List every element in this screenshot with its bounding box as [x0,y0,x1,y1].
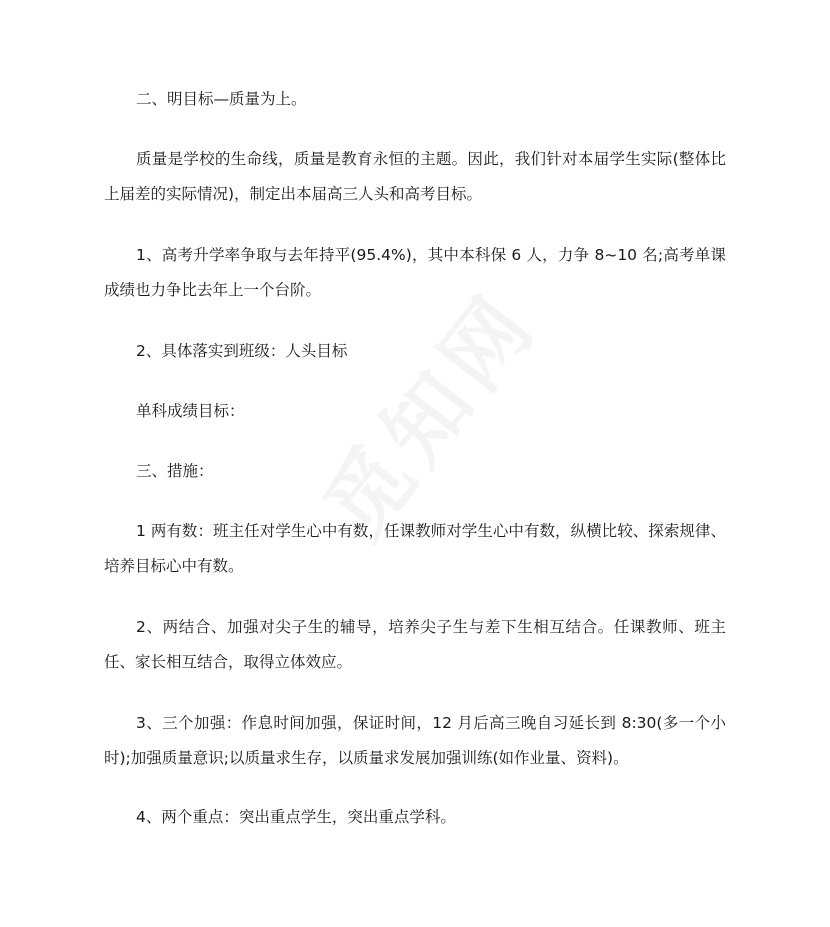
paragraph-measure-2: 2、两结合、加强对尖子生的辅导，培养尖子生与差下生相互结合。任课教师、班主任、家长相互结合，取得立体效应。 [104,618,726,671]
paragraph-goal-2: 2、具体落实到班级：人头目标 [136,342,348,360]
paragraph-goal-1: 1、高考升学率争取与去年持平(95.4%)，其中本科保 6 人，力争 8~10 名;高考单课成绩也力争比去年上一个台阶。 [104,246,726,299]
paragraph-subject-goals: 单科成绩目标： [136,402,245,420]
section-heading-measures: 三、措施： [136,462,214,480]
paragraph-measure-4: 4、两个重点：突出重点学生，突出重点学科。 [136,808,456,826]
paragraph-quality: 质量是学校的生命线，质量是教育永恒的主题。因此，我们针对本届学生实际(整体比上届差的实际情况)，制定出本届高三人头和高考目标。 [104,150,726,203]
paragraph-measure-3: 3、三个加强：作息时间加强，保证时间，12 月后高三晚自习延长到 8:30(多一个小时);加强质量意识;以质量求生存，以质量求发展加强训练(如作业量、资料)。 [104,714,726,767]
section-heading-goals: 二、明目标—质量为上。 [136,90,307,108]
paragraph-measure-1: 1 两有数：班主任对学生心中有数，任课教师对学生心中有数，纵横比较、探索规律、培养目标心中有数。 [104,522,726,575]
